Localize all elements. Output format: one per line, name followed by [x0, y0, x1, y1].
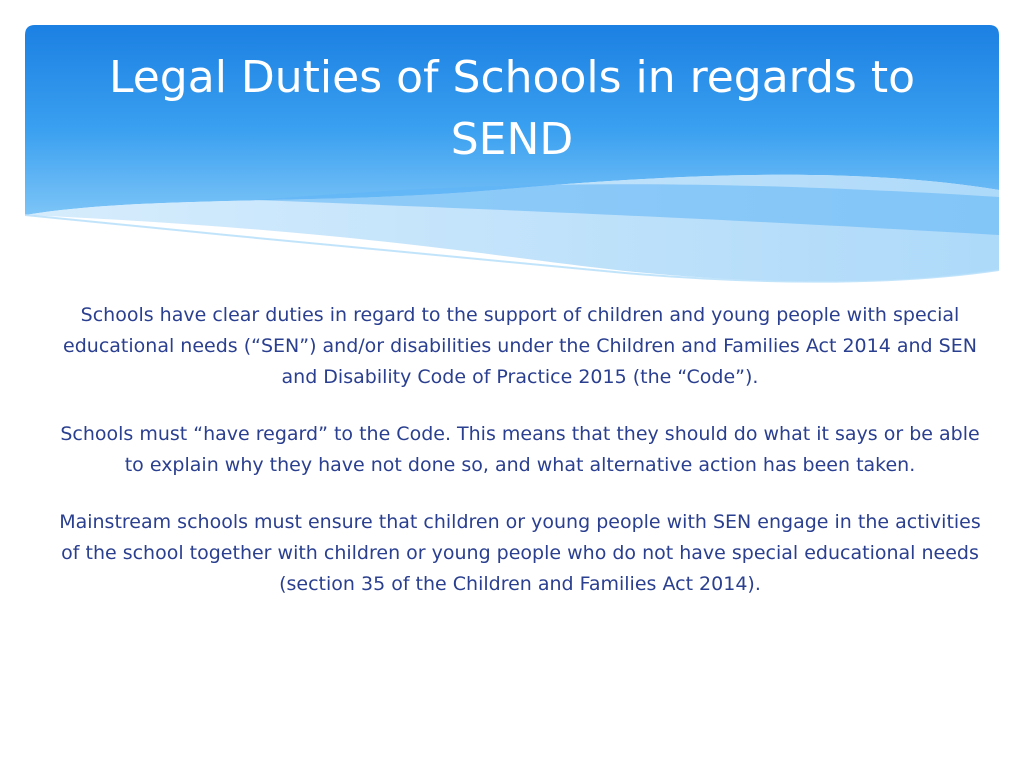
slide-title: Legal Duties of Schools in regards to SEND	[108, 52, 916, 165]
body-paragraph: Schools have clear duties in regard to the support of children and young people with special educational needs (“SEN”) and/or disabilities under the Children and Families Act 2014 and SEN and Disability Code of Practice 2015 (the “Code”).	[63, 304, 977, 388]
body-paragraph: Schools must “have regard” to the Code. This means that they should do what it says or be able to explain why they have not done so, and what alternative action has been taken.	[60, 423, 980, 476]
slide-body	[55, 300, 985, 626]
body-paragraph: Mainstream schools must ensure that children or young people with SEN engage in the activities of the school together with children or young people who do not have special educational needs (section 35 of the Children and Families Act 2014).	[59, 511, 981, 595]
title-banner	[25, 25, 999, 295]
